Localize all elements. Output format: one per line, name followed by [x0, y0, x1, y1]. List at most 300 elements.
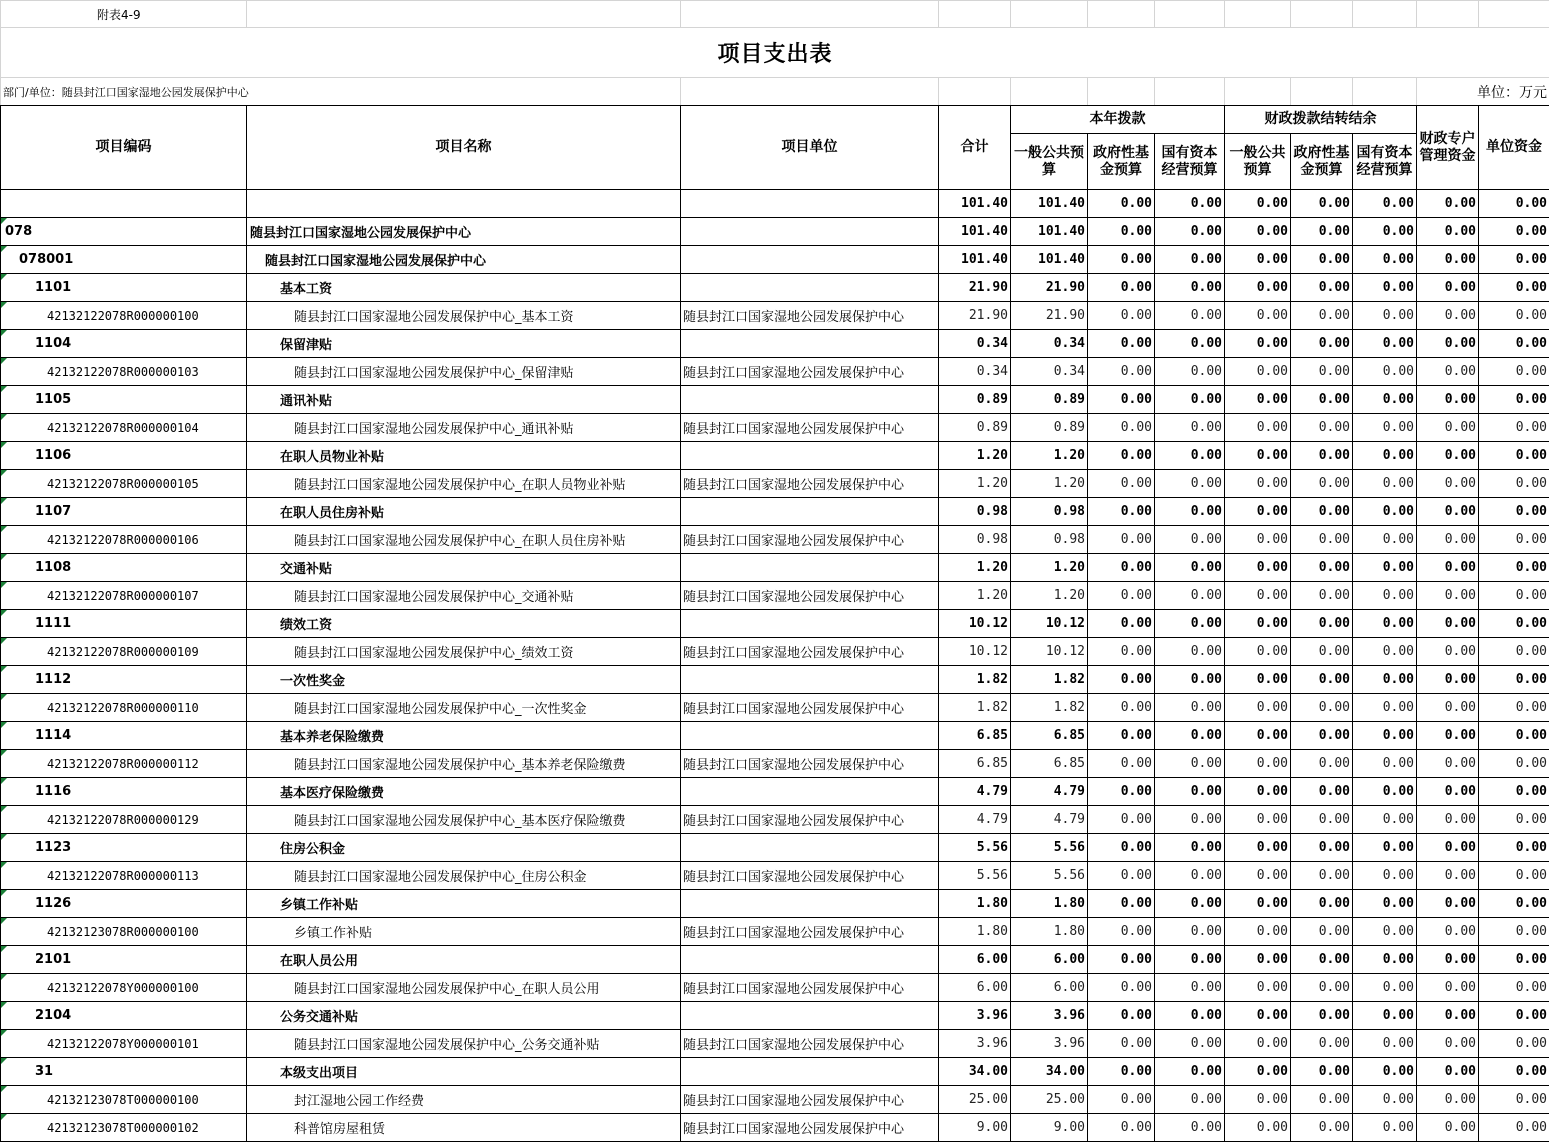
amount-value-cell[interactable]: 0.00: [1155, 666, 1225, 694]
project-name-cell[interactable]: 随县封江口国家湿地公园发展保护中心: [247, 218, 681, 246]
amount-value-cell[interactable]: 0.89: [1011, 386, 1088, 414]
amount-value-cell[interactable]: 0.00: [1088, 778, 1155, 806]
amount-value-cell[interactable]: 0.00: [1291, 442, 1353, 470]
amount-value-cell[interactable]: 0.00: [1417, 806, 1479, 834]
amount-value-cell[interactable]: 0.00: [1155, 274, 1225, 302]
project-code-cell[interactable]: 42132122078R000000106: [1, 526, 247, 554]
amount-value-cell[interactable]: 0.00: [1417, 526, 1479, 554]
project-unit-cell[interactable]: [681, 666, 939, 694]
project-name-cell[interactable]: 随县封江口国家湿地公园发展保护中心_公务交通补贴: [247, 1030, 681, 1058]
amount-value-cell[interactable]: 0.00: [1479, 1058, 1549, 1086]
amount-value-cell[interactable]: 0.00: [1353, 330, 1417, 358]
project-unit-cell[interactable]: [681, 778, 939, 806]
project-unit-cell[interactable]: [681, 330, 939, 358]
project-code-cell[interactable]: 42132122078R000000103: [1, 358, 247, 386]
project-unit-cell[interactable]: [681, 274, 939, 302]
amount-value-cell[interactable]: 0.00: [1353, 274, 1417, 302]
amount-value-cell[interactable]: 0.00: [1155, 750, 1225, 778]
project-unit-cell[interactable]: [681, 834, 939, 862]
amount-value-cell[interactable]: 0.00: [1291, 218, 1353, 246]
project-unit-cell[interactable]: [681, 1002, 939, 1030]
amount-value-cell[interactable]: 1.20: [1011, 582, 1088, 610]
amount-value-cell[interactable]: 0.00: [1225, 1058, 1291, 1086]
amount-value-cell[interactable]: 0.00: [1088, 498, 1155, 526]
amount-value-cell[interactable]: 0.00: [1353, 358, 1417, 386]
total-value-cell[interactable]: 0.34: [939, 330, 1011, 358]
amount-value-cell[interactable]: 0.00: [1291, 890, 1353, 918]
project-code-cell[interactable]: 1114: [1, 722, 247, 750]
amount-value-cell[interactable]: 0.00: [1088, 414, 1155, 442]
amount-value-cell[interactable]: 0.00: [1417, 638, 1479, 666]
amount-value-cell[interactable]: 0.00: [1155, 862, 1225, 890]
amount-value-cell[interactable]: 0.00: [1155, 498, 1225, 526]
amount-value-cell[interactable]: 0.00: [1088, 190, 1155, 218]
amount-value-cell[interactable]: 0.00: [1291, 694, 1353, 722]
amount-value-cell[interactable]: 0.00: [1479, 190, 1549, 218]
total-value-cell[interactable]: 101.40: [939, 190, 1011, 218]
amount-value-cell[interactable]: 3.96: [1011, 1002, 1088, 1030]
amount-value-cell[interactable]: 0.00: [1088, 610, 1155, 638]
amount-value-cell[interactable]: 9.00: [1011, 1114, 1088, 1142]
project-unit-cell[interactable]: 随县封江口国家湿地公园发展保护中心: [681, 750, 939, 778]
amount-value-cell[interactable]: 10.12: [1011, 638, 1088, 666]
amount-value-cell[interactable]: 0.00: [1417, 470, 1479, 498]
amount-value-cell[interactable]: 0.00: [1291, 274, 1353, 302]
amount-value-cell[interactable]: 6.85: [1011, 750, 1088, 778]
amount-value-cell[interactable]: 0.00: [1225, 806, 1291, 834]
project-unit-cell[interactable]: [681, 246, 939, 274]
amount-value-cell[interactable]: 0.34: [1011, 358, 1088, 386]
project-code-cell[interactable]: 1111: [1, 610, 247, 638]
amount-value-cell[interactable]: 0.00: [1225, 330, 1291, 358]
project-name-cell[interactable]: 随县封江口国家湿地公园发展保护中心: [247, 246, 681, 274]
amount-value-cell[interactable]: 0.00: [1353, 414, 1417, 442]
project-code-cell[interactable]: 1108: [1, 554, 247, 582]
amount-value-cell[interactable]: 0.00: [1479, 750, 1549, 778]
project-name-cell[interactable]: 随县封江口国家湿地公园发展保护中心_通讯补贴: [247, 414, 681, 442]
amount-value-cell[interactable]: 0.00: [1088, 582, 1155, 610]
project-unit-cell[interactable]: 随县封江口国家湿地公园发展保护中心: [681, 974, 939, 1002]
amount-value-cell[interactable]: 0.00: [1155, 778, 1225, 806]
amount-value-cell[interactable]: 0.00: [1479, 666, 1549, 694]
amount-value-cell[interactable]: 0.00: [1353, 610, 1417, 638]
project-unit-cell[interactable]: 随县封江口国家湿地公园发展保护中心: [681, 358, 939, 386]
amount-value-cell[interactable]: 0.00: [1417, 554, 1479, 582]
amount-value-cell[interactable]: 0.00: [1479, 386, 1549, 414]
project-unit-cell[interactable]: [681, 498, 939, 526]
amount-value-cell[interactable]: 0.00: [1353, 946, 1417, 974]
amount-value-cell[interactable]: 0.00: [1225, 778, 1291, 806]
project-code-cell[interactable]: 1112: [1, 666, 247, 694]
amount-value-cell[interactable]: 0.00: [1291, 386, 1353, 414]
project-unit-cell[interactable]: 随县封江口国家湿地公园发展保护中心: [681, 638, 939, 666]
amount-value-cell[interactable]: 0.00: [1225, 582, 1291, 610]
amount-value-cell[interactable]: 101.40: [1011, 218, 1088, 246]
amount-value-cell[interactable]: 0.00: [1291, 414, 1353, 442]
amount-value-cell[interactable]: 0.00: [1479, 918, 1549, 946]
project-unit-cell[interactable]: [681, 946, 939, 974]
amount-value-cell[interactable]: 0.00: [1417, 358, 1479, 386]
amount-value-cell[interactable]: 0.00: [1155, 358, 1225, 386]
project-unit-cell[interactable]: 随县封江口国家湿地公园发展保护中心: [681, 806, 939, 834]
amount-value-cell[interactable]: 0.00: [1417, 442, 1479, 470]
amount-value-cell[interactable]: 0.00: [1479, 498, 1549, 526]
project-unit-cell[interactable]: 随县封江口国家湿地公园发展保护中心: [681, 302, 939, 330]
amount-value-cell[interactable]: 0.00: [1353, 1114, 1417, 1142]
amount-value-cell[interactable]: 0.00: [1291, 750, 1353, 778]
amount-value-cell[interactable]: 0.00: [1417, 1114, 1479, 1142]
project-code-cell[interactable]: 42132122078R000000113: [1, 862, 247, 890]
amount-value-cell[interactable]: 0.00: [1417, 498, 1479, 526]
amount-value-cell[interactable]: 0.00: [1088, 1002, 1155, 1030]
amount-value-cell[interactable]: 0.00: [1291, 498, 1353, 526]
amount-value-cell[interactable]: 0.00: [1417, 722, 1479, 750]
amount-value-cell[interactable]: 0.00: [1225, 722, 1291, 750]
total-value-cell[interactable]: 3.96: [939, 1002, 1011, 1030]
project-code-cell[interactable]: 42132122078R000000105: [1, 470, 247, 498]
amount-value-cell[interactable]: 4.79: [1011, 778, 1088, 806]
amount-value-cell[interactable]: 0.00: [1353, 778, 1417, 806]
amount-value-cell[interactable]: 0.00: [1417, 218, 1479, 246]
amount-value-cell[interactable]: 10.12: [1011, 610, 1088, 638]
amount-value-cell[interactable]: 0.00: [1291, 778, 1353, 806]
amount-value-cell[interactable]: 0.00: [1225, 190, 1291, 218]
amount-value-cell[interactable]: 0.00: [1088, 862, 1155, 890]
amount-value-cell[interactable]: 0.00: [1225, 862, 1291, 890]
project-name-cell[interactable]: 一次性奖金: [247, 666, 681, 694]
amount-value-cell[interactable]: 0.00: [1088, 1058, 1155, 1086]
amount-value-cell[interactable]: 0.00: [1479, 470, 1549, 498]
amount-value-cell[interactable]: 5.56: [1011, 834, 1088, 862]
amount-value-cell[interactable]: 0.00: [1088, 330, 1155, 358]
amount-value-cell[interactable]: 0.00: [1479, 582, 1549, 610]
amount-value-cell[interactable]: 0.00: [1155, 526, 1225, 554]
amount-value-cell[interactable]: 0.00: [1353, 918, 1417, 946]
amount-value-cell[interactable]: 0.00: [1291, 246, 1353, 274]
amount-value-cell[interactable]: 0.00: [1225, 918, 1291, 946]
amount-value-cell[interactable]: 0.00: [1155, 946, 1225, 974]
amount-value-cell[interactable]: 0.00: [1088, 442, 1155, 470]
amount-value-cell[interactable]: 0.00: [1479, 862, 1549, 890]
project-unit-cell[interactable]: [681, 890, 939, 918]
amount-value-cell[interactable]: 0.00: [1417, 946, 1479, 974]
amount-value-cell[interactable]: 0.00: [1479, 218, 1549, 246]
project-unit-cell[interactable]: [681, 190, 939, 218]
amount-value-cell[interactable]: 0.00: [1225, 358, 1291, 386]
amount-value-cell[interactable]: 0.00: [1291, 974, 1353, 1002]
total-value-cell[interactable]: 1.80: [939, 890, 1011, 918]
amount-value-cell[interactable]: 0.00: [1353, 526, 1417, 554]
amount-value-cell[interactable]: 0.00: [1417, 1002, 1479, 1030]
amount-value-cell[interactable]: 0.00: [1417, 890, 1479, 918]
amount-value-cell[interactable]: 0.00: [1479, 638, 1549, 666]
amount-value-cell[interactable]: 0.00: [1291, 1030, 1353, 1058]
amount-value-cell[interactable]: 0.00: [1353, 386, 1417, 414]
amount-value-cell[interactable]: 0.00: [1155, 330, 1225, 358]
amount-value-cell[interactable]: 0.00: [1479, 694, 1549, 722]
amount-value-cell[interactable]: 0.98: [1011, 526, 1088, 554]
amount-value-cell[interactable]: 0.00: [1291, 834, 1353, 862]
amount-value-cell[interactable]: 0.00: [1225, 890, 1291, 918]
amount-value-cell[interactable]: 0.00: [1353, 750, 1417, 778]
amount-value-cell[interactable]: 0.00: [1225, 946, 1291, 974]
project-name-cell[interactable]: 乡镇工作补贴: [247, 890, 681, 918]
project-name-cell[interactable]: 随县封江口国家湿地公园发展保护中心_住房公积金: [247, 862, 681, 890]
amount-value-cell[interactable]: 0.00: [1155, 610, 1225, 638]
amount-value-cell[interactable]: 0.00: [1088, 918, 1155, 946]
amount-value-cell[interactable]: 4.79: [1011, 806, 1088, 834]
amount-value-cell[interactable]: 0.00: [1417, 1058, 1479, 1086]
amount-value-cell[interactable]: 0.00: [1417, 918, 1479, 946]
amount-value-cell[interactable]: 0.00: [1291, 1114, 1353, 1142]
amount-value-cell[interactable]: 0.00: [1291, 862, 1353, 890]
amount-value-cell[interactable]: 0.00: [1155, 890, 1225, 918]
amount-value-cell[interactable]: 0.00: [1479, 890, 1549, 918]
project-code-cell[interactable]: 2101: [1, 946, 247, 974]
amount-value-cell[interactable]: 0.00: [1417, 834, 1479, 862]
amount-value-cell[interactable]: 0.00: [1479, 274, 1549, 302]
project-code-cell[interactable]: 42132122078R000000100: [1, 302, 247, 330]
project-code-cell[interactable]: 078001: [1, 246, 247, 274]
total-value-cell[interactable]: 34.00: [939, 1058, 1011, 1086]
amount-value-cell[interactable]: 101.40: [1011, 190, 1088, 218]
total-value-cell[interactable]: 101.40: [939, 218, 1011, 246]
amount-value-cell[interactable]: 0.00: [1155, 694, 1225, 722]
amount-value-cell[interactable]: 0.00: [1088, 666, 1155, 694]
total-value-cell[interactable]: 1.20: [939, 442, 1011, 470]
amount-value-cell[interactable]: 0.00: [1417, 414, 1479, 442]
project-code-cell[interactable]: 1101: [1, 274, 247, 302]
amount-value-cell[interactable]: 1.20: [1011, 554, 1088, 582]
amount-value-cell[interactable]: 0.00: [1155, 638, 1225, 666]
amount-value-cell[interactable]: 0.00: [1291, 666, 1353, 694]
amount-value-cell[interactable]: 0.00: [1088, 1086, 1155, 1114]
amount-value-cell[interactable]: 0.00: [1479, 526, 1549, 554]
amount-value-cell[interactable]: 0.00: [1088, 218, 1155, 246]
project-code-cell[interactable]: 1123: [1, 834, 247, 862]
amount-value-cell[interactable]: 0.00: [1291, 610, 1353, 638]
amount-value-cell[interactable]: 0.00: [1088, 1114, 1155, 1142]
project-name-cell[interactable]: 随县封江口国家湿地公园发展保护中心_保留津贴: [247, 358, 681, 386]
amount-value-cell[interactable]: 21.90: [1011, 274, 1088, 302]
amount-value-cell[interactable]: 0.00: [1291, 330, 1353, 358]
project-code-cell[interactable]: 1104: [1, 330, 247, 358]
project-unit-cell[interactable]: 随县封江口国家湿地公园发展保护中心: [681, 1030, 939, 1058]
project-code-cell[interactable]: 31: [1, 1058, 247, 1086]
amount-value-cell[interactable]: 0.00: [1155, 414, 1225, 442]
amount-value-cell[interactable]: 0.00: [1353, 694, 1417, 722]
amount-value-cell[interactable]: 0.00: [1479, 442, 1549, 470]
total-value-cell[interactable]: 5.56: [939, 862, 1011, 890]
project-code-cell[interactable]: 1126: [1, 890, 247, 918]
amount-value-cell[interactable]: 0.00: [1479, 414, 1549, 442]
total-value-cell[interactable]: 0.98: [939, 526, 1011, 554]
amount-value-cell[interactable]: 0.00: [1088, 638, 1155, 666]
amount-value-cell[interactable]: 0.00: [1353, 722, 1417, 750]
amount-value-cell[interactable]: 0.00: [1291, 1002, 1353, 1030]
project-unit-cell[interactable]: 随县封江口国家湿地公园发展保护中心: [681, 582, 939, 610]
amount-value-cell[interactable]: 0.89: [1011, 414, 1088, 442]
project-name-cell[interactable]: 随县封江口国家湿地公园发展保护中心_在职人员公用: [247, 974, 681, 1002]
amount-value-cell[interactable]: 0.00: [1479, 834, 1549, 862]
total-value-cell[interactable]: 25.00: [939, 1086, 1011, 1114]
amount-value-cell[interactable]: 0.00: [1225, 1086, 1291, 1114]
project-code-cell[interactable]: 1106: [1, 442, 247, 470]
total-value-cell[interactable]: 10.12: [939, 610, 1011, 638]
project-unit-cell[interactable]: [681, 1058, 939, 1086]
amount-value-cell[interactable]: 0.00: [1417, 750, 1479, 778]
project-name-cell[interactable]: 乡镇工作补贴: [247, 918, 681, 946]
amount-value-cell[interactable]: 0.00: [1479, 974, 1549, 1002]
amount-value-cell[interactable]: 0.00: [1291, 946, 1353, 974]
amount-value-cell[interactable]: 0.00: [1155, 1030, 1225, 1058]
amount-value-cell[interactable]: 0.00: [1417, 190, 1479, 218]
project-name-cell[interactable]: 封江湿地公园工作经费: [247, 1086, 681, 1114]
amount-value-cell[interactable]: 0.00: [1155, 554, 1225, 582]
project-name-cell[interactable]: 绩效工资: [247, 610, 681, 638]
project-code-cell[interactable]: 42132122078R000000112: [1, 750, 247, 778]
amount-value-cell[interactable]: 0.00: [1479, 330, 1549, 358]
total-value-cell[interactable]: 1.20: [939, 554, 1011, 582]
amount-value-cell[interactable]: 0.00: [1417, 582, 1479, 610]
amount-value-cell[interactable]: 0.00: [1225, 610, 1291, 638]
amount-value-cell[interactable]: 0.00: [1225, 386, 1291, 414]
project-code-cell[interactable]: 1105: [1, 386, 247, 414]
amount-value-cell[interactable]: 0.00: [1088, 302, 1155, 330]
amount-value-cell[interactable]: 0.00: [1088, 890, 1155, 918]
amount-value-cell[interactable]: 0.00: [1088, 274, 1155, 302]
amount-value-cell[interactable]: 0.00: [1155, 834, 1225, 862]
project-unit-cell[interactable]: [681, 610, 939, 638]
amount-value-cell[interactable]: 0.00: [1353, 1086, 1417, 1114]
amount-value-cell[interactable]: 0.00: [1225, 1002, 1291, 1030]
project-unit-cell[interactable]: [681, 218, 939, 246]
amount-value-cell[interactable]: 0.00: [1479, 722, 1549, 750]
amount-value-cell[interactable]: 1.80: [1011, 890, 1088, 918]
total-value-cell[interactable]: 6.85: [939, 722, 1011, 750]
amount-value-cell[interactable]: 0.00: [1417, 386, 1479, 414]
project-name-cell[interactable]: 随县封江口国家湿地公园发展保护中心_基本医疗保险缴费: [247, 806, 681, 834]
amount-value-cell[interactable]: 34.00: [1011, 1058, 1088, 1086]
amount-value-cell[interactable]: 0.00: [1291, 722, 1353, 750]
amount-value-cell[interactable]: 0.00: [1479, 246, 1549, 274]
amount-value-cell[interactable]: 0.00: [1479, 554, 1549, 582]
project-unit-cell[interactable]: 随县封江口国家湿地公园发展保护中心: [681, 414, 939, 442]
project-name-cell[interactable]: 随县封江口国家湿地公园发展保护中心_基本工资: [247, 302, 681, 330]
project-name-cell[interactable]: 基本工资: [247, 274, 681, 302]
amount-value-cell[interactable]: 0.00: [1088, 834, 1155, 862]
amount-value-cell[interactable]: 0.00: [1225, 246, 1291, 274]
project-name-cell[interactable]: 在职人员物业补贴: [247, 442, 681, 470]
amount-value-cell[interactable]: 0.00: [1417, 330, 1479, 358]
total-value-cell[interactable]: 0.98: [939, 498, 1011, 526]
amount-value-cell[interactable]: 0.00: [1479, 358, 1549, 386]
amount-value-cell[interactable]: 0.00: [1479, 1002, 1549, 1030]
amount-value-cell[interactable]: 0.00: [1353, 470, 1417, 498]
amount-value-cell[interactable]: 0.00: [1225, 638, 1291, 666]
amount-value-cell[interactable]: 0.00: [1417, 694, 1479, 722]
amount-value-cell[interactable]: 0.00: [1088, 358, 1155, 386]
project-code-cell[interactable]: 42132123078T000000102: [1, 1114, 247, 1142]
amount-value-cell[interactable]: 0.00: [1225, 274, 1291, 302]
project-name-cell[interactable]: 在职人员住房补贴: [247, 498, 681, 526]
project-code-cell[interactable]: 078: [1, 218, 247, 246]
amount-value-cell[interactable]: 0.00: [1291, 526, 1353, 554]
amount-value-cell[interactable]: 0.00: [1225, 974, 1291, 1002]
amount-value-cell[interactable]: 0.00: [1088, 750, 1155, 778]
total-value-cell[interactable]: 0.34: [939, 358, 1011, 386]
project-unit-cell[interactable]: 随县封江口国家湿地公园发展保护中心: [681, 694, 939, 722]
amount-value-cell[interactable]: 6.00: [1011, 946, 1088, 974]
amount-value-cell[interactable]: 1.20: [1011, 470, 1088, 498]
amount-value-cell[interactable]: 0.00: [1353, 862, 1417, 890]
amount-value-cell[interactable]: 0.00: [1417, 1086, 1479, 1114]
project-unit-cell[interactable]: 随县封江口国家湿地公园发展保护中心: [681, 526, 939, 554]
total-value-cell[interactable]: 21.90: [939, 274, 1011, 302]
total-value-cell[interactable]: 5.56: [939, 834, 1011, 862]
amount-value-cell[interactable]: 0.00: [1088, 386, 1155, 414]
amount-value-cell[interactable]: 0.00: [1353, 554, 1417, 582]
amount-value-cell[interactable]: 0.00: [1479, 1030, 1549, 1058]
project-code-cell[interactable]: 42132122078R000000109: [1, 638, 247, 666]
project-unit-cell[interactable]: [681, 442, 939, 470]
project-name-cell[interactable]: 通讯补贴: [247, 386, 681, 414]
project-name-cell[interactable]: 科普馆房屋租赁: [247, 1114, 681, 1142]
total-value-cell[interactable]: 1.82: [939, 666, 1011, 694]
amount-value-cell[interactable]: 1.82: [1011, 666, 1088, 694]
amount-value-cell[interactable]: 5.56: [1011, 862, 1088, 890]
amount-value-cell[interactable]: 0.00: [1353, 498, 1417, 526]
amount-value-cell[interactable]: 0.00: [1088, 946, 1155, 974]
amount-value-cell[interactable]: 0.00: [1417, 778, 1479, 806]
project-name-cell[interactable]: 基本养老保险缴费: [247, 722, 681, 750]
amount-value-cell[interactable]: 0.00: [1291, 638, 1353, 666]
total-value-cell[interactable]: 6.00: [939, 974, 1011, 1002]
amount-value-cell[interactable]: 0.00: [1291, 1086, 1353, 1114]
project-unit-cell[interactable]: [681, 386, 939, 414]
project-name-cell[interactable]: 随县封江口国家湿地公园发展保护中心_绩效工资: [247, 638, 681, 666]
amount-value-cell[interactable]: 0.00: [1417, 246, 1479, 274]
amount-value-cell[interactable]: 0.00: [1353, 442, 1417, 470]
amount-value-cell[interactable]: 0.00: [1417, 1030, 1479, 1058]
amount-value-cell[interactable]: 0.00: [1479, 806, 1549, 834]
amount-value-cell[interactable]: 0.00: [1225, 526, 1291, 554]
amount-value-cell[interactable]: 0.00: [1225, 302, 1291, 330]
amount-value-cell[interactable]: 0.00: [1353, 246, 1417, 274]
amount-value-cell[interactable]: 0.00: [1225, 694, 1291, 722]
amount-value-cell[interactable]: 0.00: [1155, 918, 1225, 946]
amount-value-cell[interactable]: 0.00: [1225, 442, 1291, 470]
amount-value-cell[interactable]: 0.00: [1088, 722, 1155, 750]
amount-value-cell[interactable]: 0.00: [1088, 974, 1155, 1002]
amount-value-cell[interactable]: 0.00: [1353, 974, 1417, 1002]
amount-value-cell[interactable]: 0.00: [1225, 470, 1291, 498]
amount-value-cell[interactable]: 0.00: [1479, 1086, 1549, 1114]
project-name-cell[interactable]: 本级支出项目: [247, 1058, 681, 1086]
total-value-cell[interactable]: 0.89: [939, 386, 1011, 414]
project-unit-cell[interactable]: 随县封江口国家湿地公园发展保护中心: [681, 918, 939, 946]
amount-value-cell[interactable]: 0.98: [1011, 498, 1088, 526]
total-value-cell[interactable]: 1.82: [939, 694, 1011, 722]
amount-value-cell[interactable]: 0.00: [1088, 1030, 1155, 1058]
amount-value-cell[interactable]: 0.00: [1479, 1114, 1549, 1142]
amount-value-cell[interactable]: 0.00: [1353, 1058, 1417, 1086]
amount-value-cell[interactable]: 0.00: [1088, 806, 1155, 834]
amount-value-cell[interactable]: 0.00: [1479, 610, 1549, 638]
project-code-cell[interactable]: 42132122078R000000129: [1, 806, 247, 834]
project-unit-cell[interactable]: 随县封江口国家湿地公园发展保护中心: [681, 1086, 939, 1114]
amount-value-cell[interactable]: 0.00: [1088, 246, 1155, 274]
